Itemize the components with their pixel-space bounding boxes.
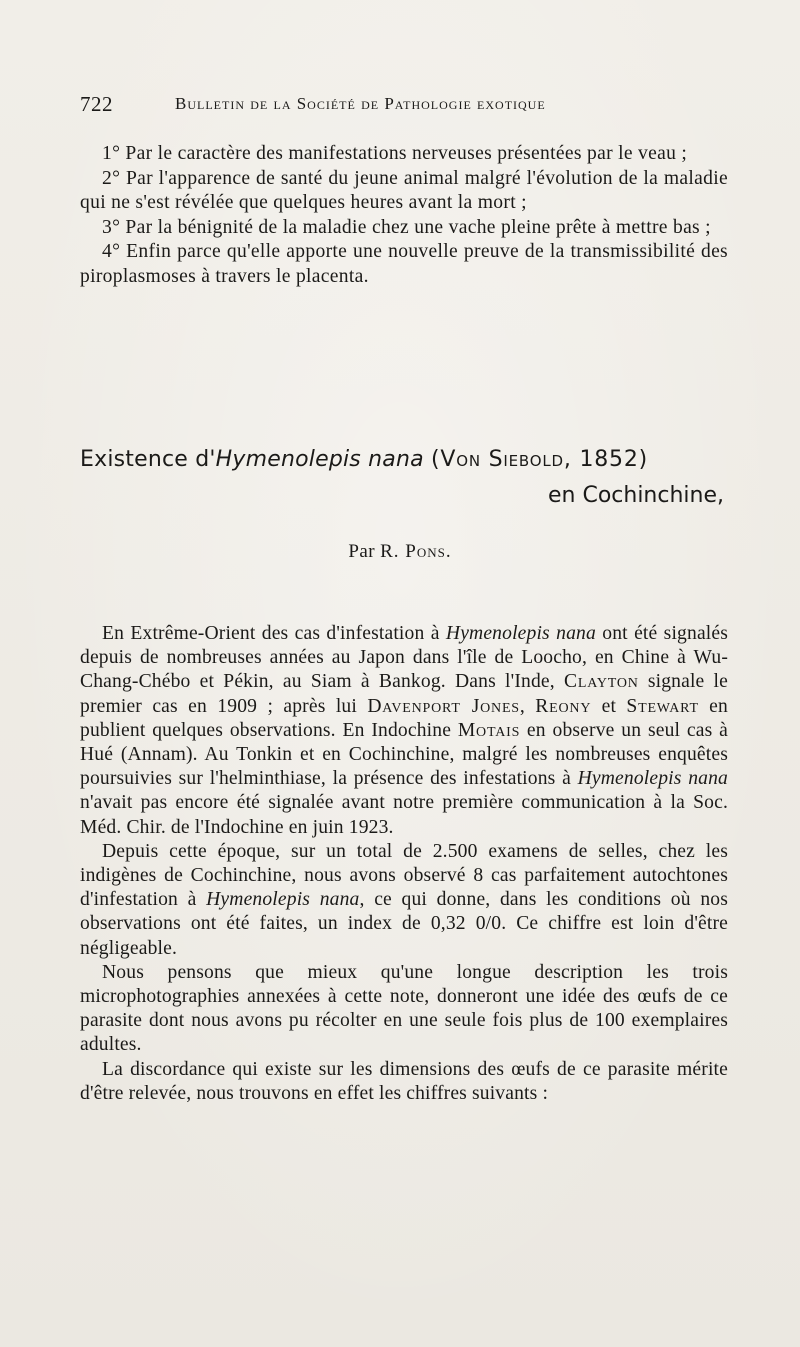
text-run: et (591, 695, 627, 717)
author-ref: Clayton (563, 671, 639, 693)
conclusion-item-3: 3° Par la bénignité de la maladie chez une vache pleine prête à mettre bas ; (102, 216, 711, 238)
species-name: Hymenolepis nana (577, 768, 728, 790)
article-byline (0, 541, 800, 563)
title-species: Hymenolepis nana (215, 447, 424, 472)
author-ref: Motais (457, 719, 521, 741)
conclusions-list (80, 142, 728, 289)
text-run: , ce qui donne, dans les conditions où nos observations ont été faites, un index de 0,32 0/0. Ce chiffre est loin d'être négligeable. (80, 889, 728, 959)
page-header (80, 92, 730, 116)
text-run: ont été signalés depuis de nombreuses années au Japon dans l'île de Loocho, en Chine à Wu-Chang-Chébo et Pékin, au Siam à Bankog. Dans l'Inde, (80, 623, 729, 693)
text-run: signale le premier cas en 1909 ; après lui (80, 671, 728, 717)
species-name: Hymenolepis nana (445, 623, 596, 644)
text-run: en observe un seul cas à Hué (Annam). Au Tonkin et en Cochinchine, malgré les nombreuses enquêtes poursuivies sur l'helminthiase, la présence des infestations à (80, 719, 728, 790)
article-body (80, 622, 728, 1106)
author-ref: Stewart (626, 695, 699, 717)
page-number: 722 (80, 92, 113, 116)
title-author: (Von Siebold, 1852) (431, 447, 649, 472)
text-run: Depuis cette époque, sur un total de 2.500 examens de selles, chez les indigènes de Cochinchine, nous avons observé 8 cas parfaitement autochtones d'infestation à (80, 840, 728, 911)
paragraph-4: La discordance qui existe sur les dimensions des œufs de ce parasite mérite d'être relevée, nous trouvons en effet les chiffres suivants : (80, 1058, 728, 1104)
author-name: R. Pons. (380, 541, 452, 562)
running-title: Bulletin de la Société de Pathologie exotique (175, 94, 546, 113)
author-ref: Reony (535, 695, 592, 717)
paragraph-3: Nous pensons que mieux qu'une longue description les trois microphotographies annexées à cette note, donneront une idée des œufs de ce parasite dont nous avons pu récolter en une seule fois plus de 100 exemplaires adultes. (80, 961, 728, 1056)
conclusion-item-2: 2° Par l'apparence de santé du jeune animal malgré l'évolution de la maladie qui ne s'est révélée que quelques heures avant la mort ; (80, 167, 728, 213)
author-ref: Davenport Jones (367, 695, 520, 717)
species-name: Hymenolepis nana (206, 889, 360, 911)
paragraph-2 (80, 840, 728, 961)
title-prefix: Existence d' (80, 447, 216, 472)
text-run: n'avait pas encore été signalée avant notre première communication à la Soc. Méd. Chir. de l'Indochine en juin 1923. (80, 792, 728, 838)
conclusion-item-1: 1° Par le caractère des manifestations nerveuses présentées par le veau ; (102, 143, 688, 164)
text-run: En Extrême-Orient des cas d'infestation à (102, 623, 446, 644)
byline-prefix: Par (348, 541, 375, 562)
article-title (80, 447, 648, 472)
paragraph-1 (80, 622, 728, 840)
article-title-line2: en Cochinchine, (547, 483, 724, 508)
text-run: en publient quelques observations. En Indochine (80, 695, 728, 741)
text-run: , (519, 695, 536, 717)
conclusion-item-4: 4° Enfin parce qu'elle apporte une nouvelle preuve de la transmissibilité des piroplasmoses à travers le placenta. (80, 241, 728, 287)
